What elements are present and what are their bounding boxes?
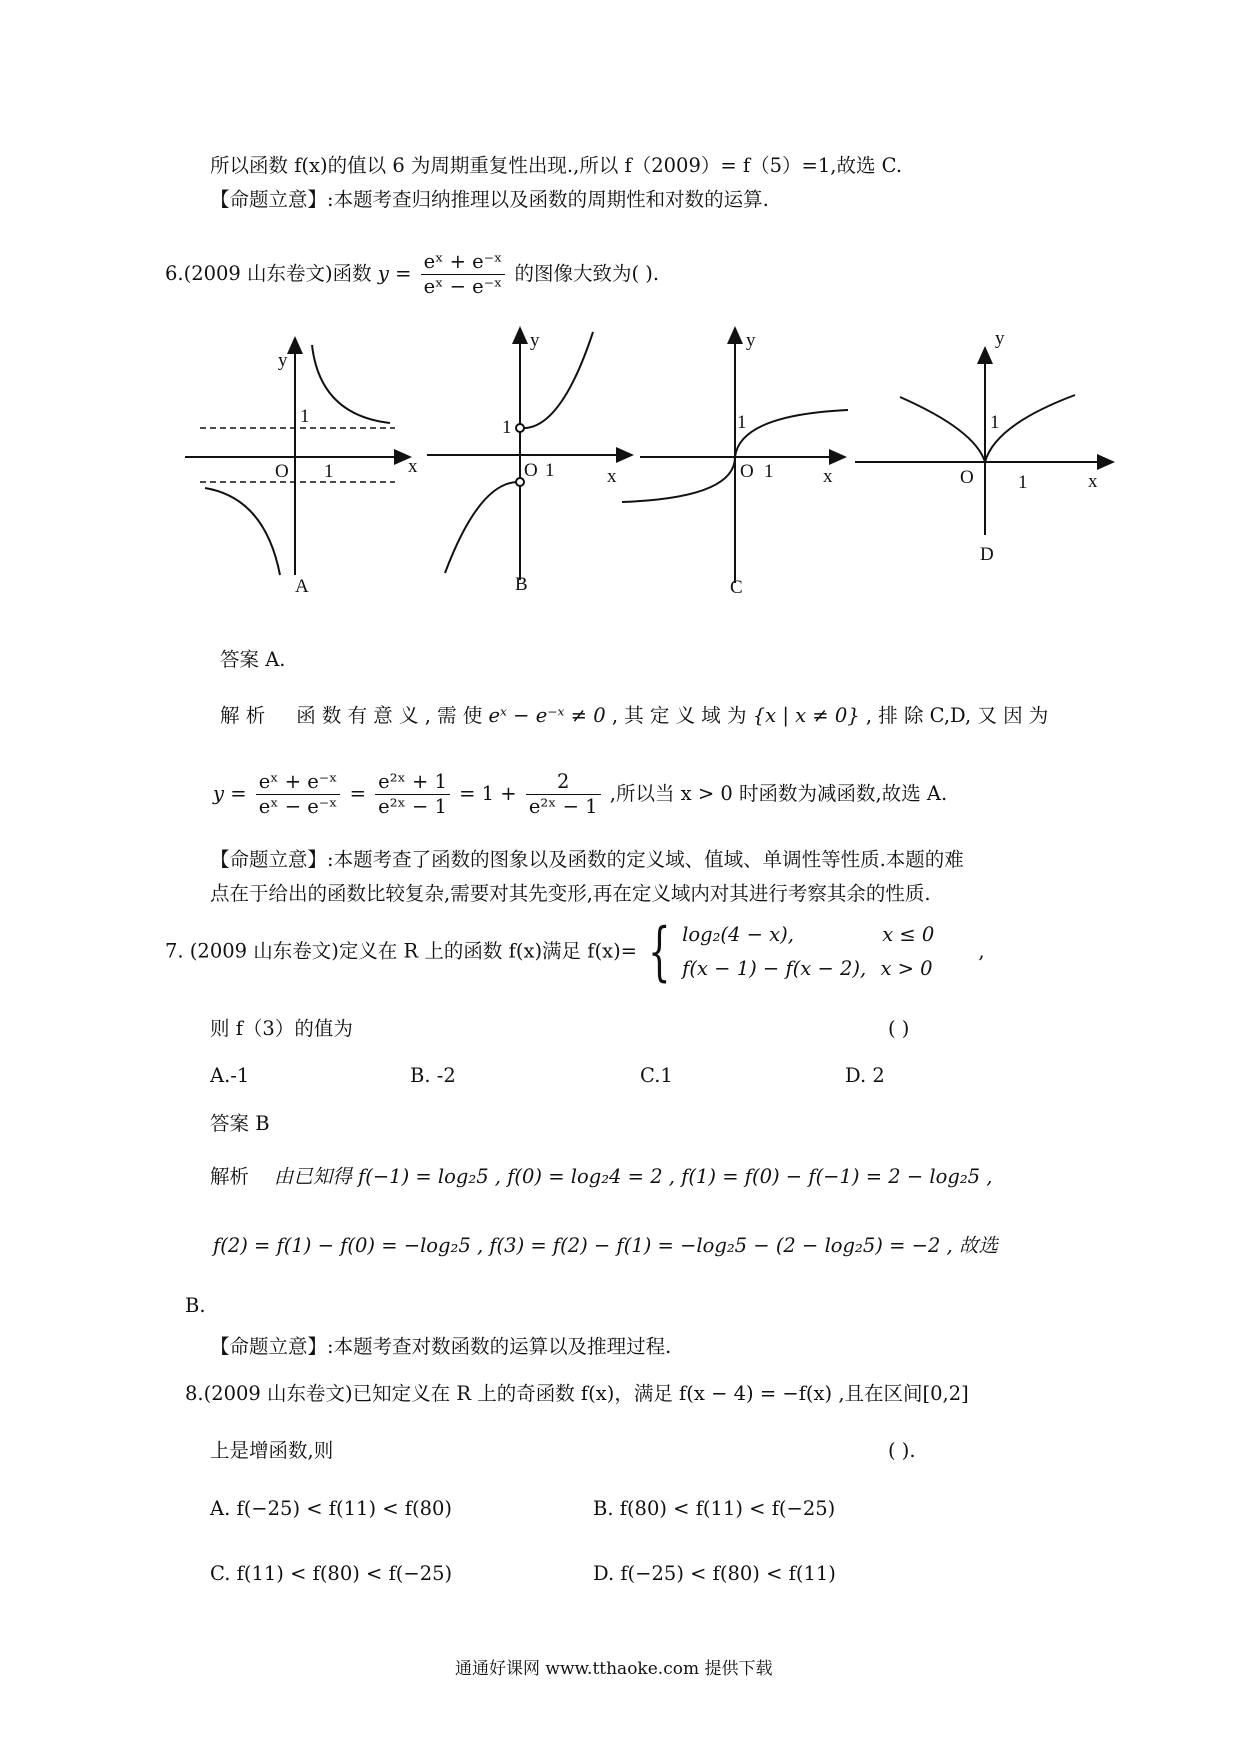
graph-d-label: D — [980, 544, 994, 565]
q7-option-c: C.1 — [640, 1064, 673, 1087]
q6-eq-frac3 — [526, 770, 601, 819]
q6-eq-frac2-num: e²ˣ + 1 — [375, 770, 450, 795]
graph-b-one-y: 1 — [502, 417, 512, 438]
q7-analysis-2-text: f(2) = f(1) − f(0) = −log₂5 , f(3) = f(2) − f(1) = −log₂5 − (2 − log₂5) = −2 , 故选 — [213, 1234, 998, 1257]
graph-c-label: C — [730, 577, 743, 598]
q8-option-d: D. f(−25) < f(80) < f(11) — [593, 1562, 836, 1585]
q6-eq-tail: ,所以当 x > 0 时函数为减函数,故选 A. — [609, 782, 948, 805]
q7-comma: , — [978, 939, 985, 963]
q6-intent-line1: 【命题立意】:本题考查了函数的图象以及函数的定义域、值域、单调性等性质.本题的难 — [210, 848, 964, 871]
q7-prefix: 7. (2009 山东卷文)定义在 R 上的函数 f(x)满足 f(x)= — [165, 939, 638, 963]
q7-analysis-label: 解析 — [210, 1165, 250, 1188]
q7-option-b: B. -2 — [410, 1064, 456, 1087]
q6-y: y = — [377, 262, 412, 285]
q7-cases — [682, 918, 972, 986]
q7-analysis-3: B. — [185, 1294, 206, 1317]
q6-eq-frac1 — [256, 770, 341, 819]
graph-d-origin: O — [960, 467, 974, 488]
q6-equation — [213, 770, 947, 819]
graph-a-y-label: y — [278, 350, 288, 371]
q8-option-b: B. f(80) < f(11) < f(−25) — [593, 1497, 836, 1520]
q6-eq-frac1-num: eˣ + e⁻ˣ — [256, 770, 341, 795]
graph-a-origin: O — [275, 461, 289, 482]
q7-intent: 【命题立意】:本题考查对数函数的运算以及推理过程. — [210, 1335, 672, 1358]
q6-eq-sign2: = 1 + — [459, 782, 517, 805]
q7-case2-cond: x > 0 — [880, 957, 933, 980]
q6-analysis-text1: 函 数 有 意 义 , 需 使 — [296, 704, 483, 727]
q6-eq-frac1-den: eˣ − e⁻ˣ — [258, 795, 338, 818]
q6-analysis-text3: , 排 除 C,D, 又 因 为 — [865, 704, 1049, 727]
q7-case1-cond: x ≤ 0 — [882, 923, 935, 946]
q6-fraction — [421, 250, 506, 299]
graph-c-origin: O — [740, 461, 754, 482]
graph-b — [427, 328, 632, 580]
graph-c-x-label: x — [823, 466, 833, 487]
graph-c — [622, 328, 848, 583]
q6-analysis — [220, 702, 1048, 730]
q7-case-2 — [682, 952, 972, 986]
q8-option-c: C. f(11) < f(80) < f(−25) — [210, 1562, 453, 1585]
graph-c-one-x: 1 — [764, 461, 774, 482]
q6-eq-frac2-den: e²ˣ − 1 — [378, 795, 447, 818]
q6-prefix: 6.(2009 山东卷文)函数 — [165, 262, 372, 285]
graph-c-y-label: y — [746, 330, 756, 351]
q7-option-d: D. 2 — [845, 1064, 885, 1087]
graph-b-y-label: y — [530, 330, 540, 351]
q6-eq-frac3-den: e²ˣ − 1 — [528, 795, 598, 818]
q7-brace: { — [648, 915, 671, 989]
q6-intent-line2: 点在于给出的函数比较复杂,需要对其先变形,再在定义域内对其进行考察其余的性质. — [210, 882, 931, 905]
q7-analysis-1 — [210, 1163, 993, 1191]
footer-text: 通通好课网 www.tthaoke.com 提供下载 — [455, 1659, 773, 1679]
text-line: 所以函数 f(x)的值以 6 为周期重复性出现.,所以 f（2009）= f（5）=1,故选 C. — [210, 154, 903, 177]
q8-option-a: A. f(−25) < f(11) < f(80) — [210, 1497, 453, 1520]
q8-answer-paren: ( ). — [888, 1439, 916, 1462]
graph-d — [855, 348, 1113, 535]
graph-d-one-x: 1 — [1018, 472, 1028, 493]
q6-suffix: 的图像大致为( ). — [514, 262, 660, 285]
q6-answer: 答案 A. — [220, 648, 286, 671]
intent-text: 【命题立意】:本题考查归纳推理以及函数的周期性和对数的运算. — [210, 188, 769, 211]
graph-c-one-y: 1 — [737, 412, 747, 433]
q7-case-1 — [682, 918, 972, 952]
q6-eq-sign1: = — [349, 782, 366, 805]
q8-line2: 上是增函数,则 — [210, 1439, 334, 1462]
q6-eq-y: y = — [213, 782, 247, 805]
graph-a-label: A — [295, 576, 309, 597]
graph-b-label: B — [515, 574, 528, 595]
graph-a-x-label: x — [408, 456, 418, 477]
q8-line1: 8.(2009 山东卷文)已知定义在 R 上的奇函数 f(x)，满足 f(x − 4) = −f(x) ,且在区间[0,2] — [185, 1382, 969, 1405]
q7-answer-paren: ( ) — [888, 1017, 910, 1040]
q6-analysis-text2: , 其 定 义 域 为 — [611, 704, 747, 727]
q7-analysis-1-text: 由已知得 f(−1) = log₂5 , f(0) = log₂4 = 2 , f(1) = f(0) − f(−1) = 2 − log₂5 , — [273, 1165, 993, 1188]
q7-case2-expr: f(x − 1) − f(x − 2), — [682, 957, 867, 980]
graph-b-one-x: 1 — [545, 460, 555, 481]
q7-question: 则 f（3）的值为 — [210, 1017, 353, 1040]
graph-a-one-x: 1 — [324, 461, 334, 482]
q7-option-a: A.-1 — [210, 1064, 250, 1087]
q6-eq-frac2 — [375, 770, 450, 819]
q6-graphs — [0, 320, 1240, 640]
graph-b-x-label: x — [607, 466, 617, 487]
graph-a-one-y: 1 — [300, 406, 310, 427]
question-7 — [165, 915, 985, 989]
question-6 — [165, 250, 659, 299]
graph-d-y-label: y — [995, 328, 1005, 349]
q6-denominator: eˣ − e⁻ˣ — [423, 275, 503, 298]
graph-b-origin: O — [524, 460, 538, 481]
q6-analysis-label: 解 析 — [220, 704, 266, 727]
graph-a — [185, 338, 410, 575]
q6-eq-frac3-num: 2 — [526, 770, 601, 795]
q7-answer: 答案 B — [210, 1112, 270, 1135]
graph-d-one-y: 1 — [990, 412, 1000, 433]
q6-numerator: eˣ + e⁻ˣ — [421, 250, 506, 275]
graph-d-x-label: x — [1088, 471, 1098, 492]
q7-case1-expr: log₂(4 − x), — [682, 923, 794, 946]
q6-analysis-expr: eˣ − e⁻ˣ ≠ 0 — [488, 704, 606, 727]
q7-analysis-2 — [213, 1232, 998, 1260]
q6-analysis-set: {x | x ≠ 0} — [752, 704, 860, 727]
